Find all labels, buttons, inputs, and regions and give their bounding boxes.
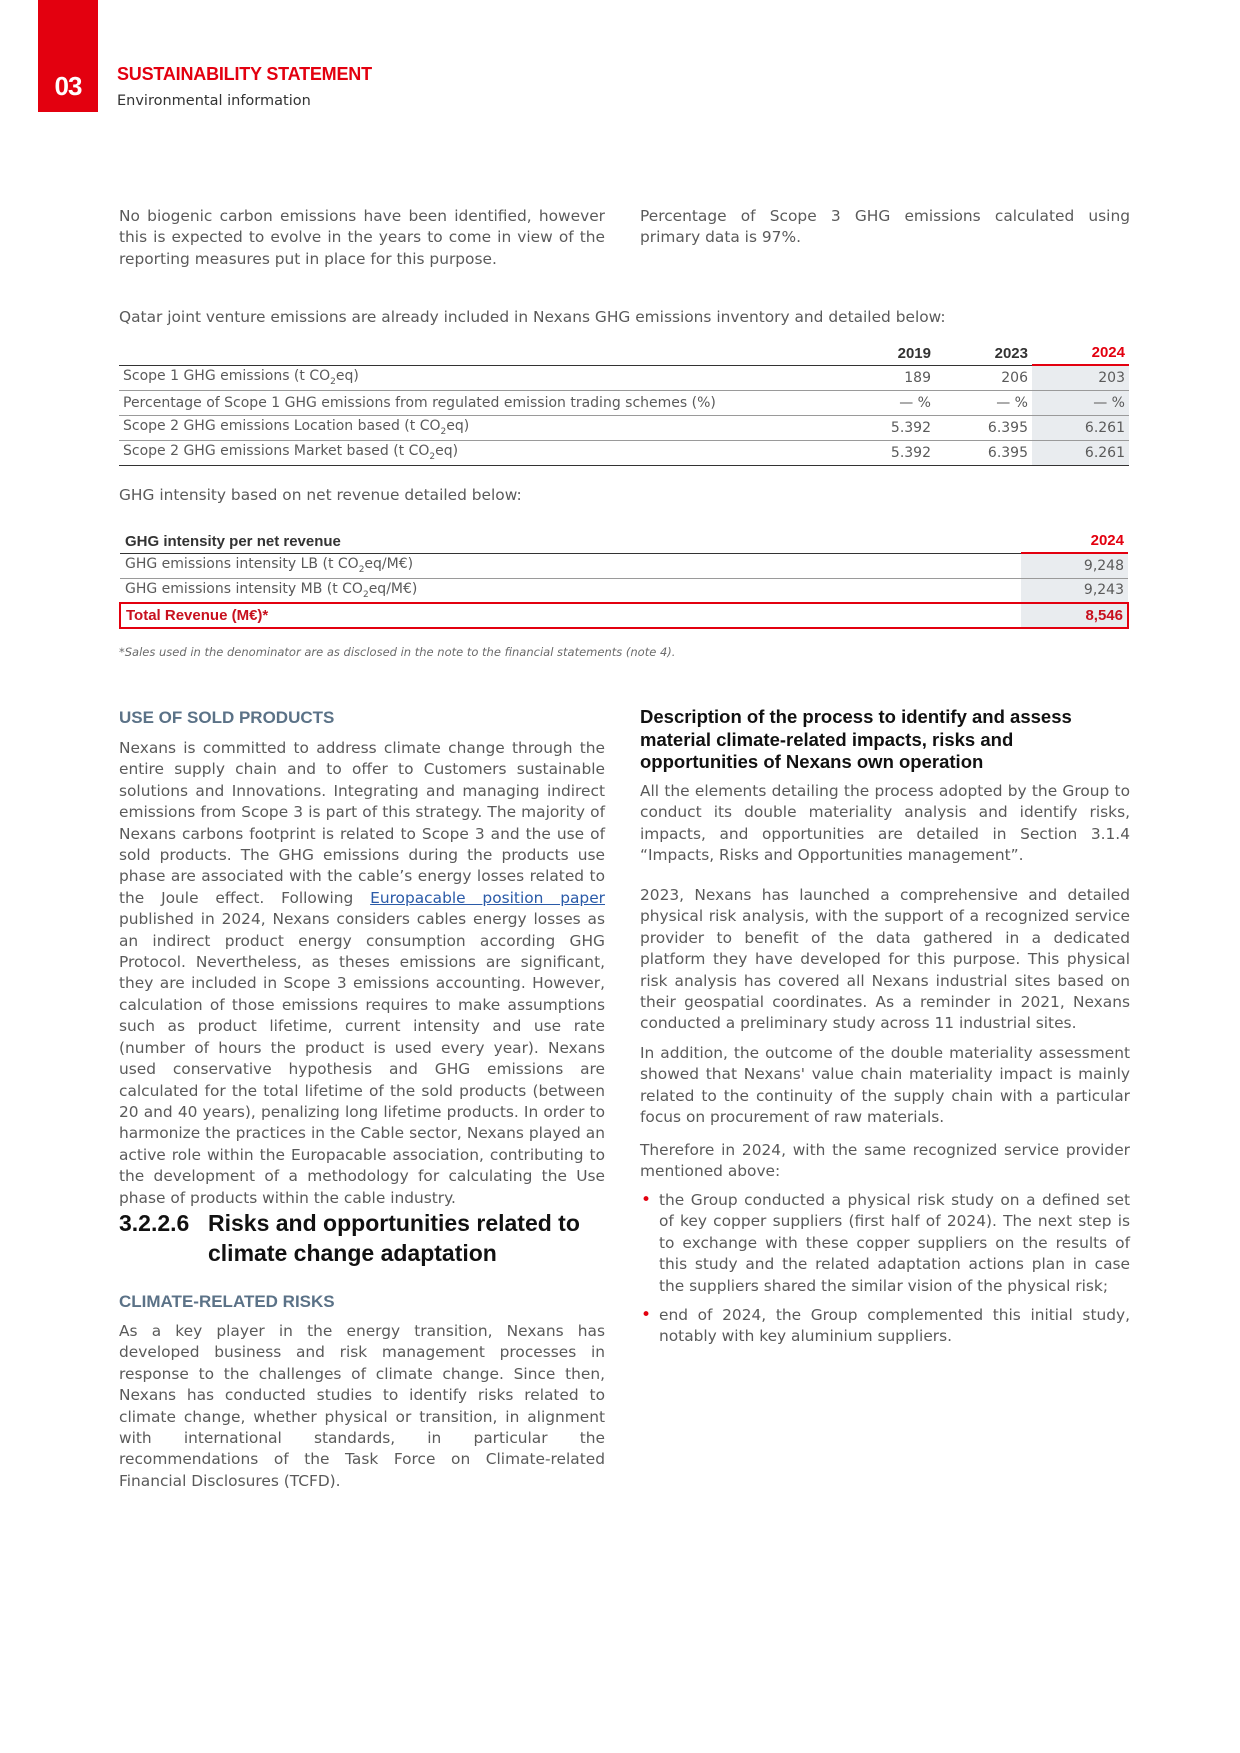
process-paragraph-1: All the elements detailing the process adopted by the Group to conduct its double materiality analysis and identify risks, impacts, and opportunities are detailed in Section 3.1.4 “Impacts, Risks and Opportunities management”. xyxy=(640,782,1130,865)
cell-2024: 9,248 xyxy=(1021,553,1128,578)
table-row xyxy=(119,390,1129,415)
cell-2024: 203 xyxy=(1032,365,1129,390)
process-paragraph-3: In addition, the outcome of the double materiality assessment showed that Nexans' value chain materiality impact is mainly related to the continuity of the supply chain with a particular focus on procurement of raw materials. xyxy=(640,1044,1130,1127)
cell-2024: 6.261 xyxy=(1032,440,1129,465)
cell-2024: 6.261 xyxy=(1032,415,1129,440)
sold-products-heading: USE OF SOLD PRODUCTS xyxy=(119,708,335,727)
qatar-emissions-table xyxy=(119,341,1129,466)
intensity-intro-text: GHG intensity based on net revenue detailed below: xyxy=(119,486,522,504)
header-subtitle: Environmental information xyxy=(117,93,311,109)
bullet-icon: • xyxy=(641,1305,652,1326)
row-label: Scope 2 GHG emissions Market based (t $CO_2eq$) xyxy=(119,440,839,465)
chapter-number: 03 xyxy=(54,71,82,101)
cell-2019: 189 xyxy=(839,365,935,390)
row-label: Percentage of Scope 1 GHG emissions from regulated emission trading schemes (%) xyxy=(119,390,839,415)
process-paragraph-4: Therefore in 2024, with the same recognized service provider mentioned above: xyxy=(640,1141,1130,1181)
chapter-tab xyxy=(38,0,98,112)
year-header: 2019 xyxy=(839,341,935,365)
total-revenue-row xyxy=(120,603,1128,628)
year-header-highlight: 2024 xyxy=(1032,341,1129,365)
cell-2019: 5.392 xyxy=(839,440,935,465)
process-paragraph-2: 2023, Nexans has launched a comprehensive and detailed physical risk analysis, with the support of a recognized service provider to benefit of the data gathered in a dedicated platform they have developed for this purpose. This physical risk analysis has covered all Nexans industrial sites based on their geospatial coordinates. As a reminder in 2021, Nexans conducted a preliminary study across 11 industrial sites. xyxy=(640,886,1130,1033)
process-description-heading: Description of the process to identify and assess material climate-related impacts, risks and opportunities of Nexans own operation xyxy=(640,706,1072,772)
table-row xyxy=(120,578,1128,603)
row-label: Scope 1 GHG emissions (t $CO_2eq$) xyxy=(119,365,839,390)
table-row xyxy=(120,553,1128,578)
intro-right-paragraph: Percentage of Scope 3 GHG emissions calculated using primary data is 97%. xyxy=(640,207,1130,247)
section-number: 3.2.2.6 xyxy=(119,1210,190,1236)
year-header-highlight: 2024 xyxy=(1021,527,1128,553)
cell-2024: — % xyxy=(1032,390,1129,415)
total-revenue-label: Total Revenue (M€)* xyxy=(120,603,1021,628)
cell-2023: — % xyxy=(935,390,1032,415)
cell-2023: 6.395 xyxy=(935,415,1032,440)
table-row xyxy=(119,415,1129,440)
climate-risks-paragraph: As a key player in the energy transition, Nexans has developed business and risk management processes in response to the challenges of climate change. Since then, Nexans has conducted studies to identify risks related to climate change, whether physical or transition, in alignment with international standards, in particular the recommendations of the Task Force on Climate-related Financial Disclosures (TCFD). xyxy=(119,1322,605,1490)
cell-2019: 5.392 xyxy=(839,415,935,440)
row-label: GHG emissions intensity LB (t $CO_2eq/M€$) xyxy=(120,553,1021,578)
cell-2024: 9,243 xyxy=(1021,578,1128,603)
supplier-study-list xyxy=(640,1190,1130,1356)
table-header-row xyxy=(120,527,1128,553)
qatar-intro-text: Qatar joint venture emissions are already included in Nexans GHG emissions inventory and detailed below: xyxy=(119,308,946,326)
table-header-label xyxy=(119,341,839,365)
table-footnote: *Sales used in the denominator are as disclosed in the note to the financial statements (note 4). xyxy=(119,645,676,659)
row-label: Scope 2 GHG emissions Location based (t $CO_2eq$) xyxy=(119,415,839,440)
total-revenue-value: 8,546 xyxy=(1021,603,1128,628)
europacable-link[interactable]: Europacable position paper xyxy=(370,888,605,907)
list-item: • the Group conducted a physical risk study on a defined set of key copper suppliers (first half of 2024). The next step is to exchange with these copper suppliers on the results of this study and the related adaptation actions plan in case the suppliers shared the similar vision of the physical risk; xyxy=(641,1190,1130,1295)
ghg-intensity-table xyxy=(119,527,1129,629)
cell-2023: 206 xyxy=(935,365,1032,390)
sold-products-paragraph: Nexans is committed to address climate change through the entire supply chain and to offer to Customers sustainable solutions and Innovations. Integrating and managing indirect emissions from Scope 3 is part of this strategy. The majority of Nexans carbons footprint is related to Scope 3 and the use of sold products. The GHG emissions during the products use phase are associated with the cable’s energy losses related to the Joule effect. Following Europacable position paper published in 2024, Nexans considers cables energy losses as an indirect product energy consumption according GHG Protocol. Nevertheless, as theses emissions are significant, they are included in Scope 3 emissions accounting. However, calculation of those emissions requires to make assumptions such as product lifetime, current intensity and use rate (number of hours the product is used every year). Nexans used conservative hypothesis and GHG emissions are calculated for the total lifetime of the sold products (between 20 and 40 years), penalizing long lifetime products. In order to harmonize the practices in the Cable sector, Nexans played an active role within the Europacable association, contributing to the development of a methodology for calculating the Use phase of products within the cable industry. xyxy=(119,739,605,1207)
section-heading: 3.2.2.6 Risks and opportunities related to climate change adaptation xyxy=(119,1210,580,1266)
header-title: SUSTAINABILITY STATEMENT xyxy=(117,64,372,84)
row-label: GHG emissions intensity MB (t $CO_2eq/M€$) xyxy=(120,578,1021,603)
year-header: 2023 xyxy=(935,341,1032,365)
table-header-label: GHG intensity per net revenue xyxy=(120,527,1021,553)
cell-2023: 6.395 xyxy=(935,440,1032,465)
table-row xyxy=(119,440,1129,465)
climate-risks-heading: CLIMATE-RELATED RISKS xyxy=(119,1292,335,1311)
cell-2019: — % xyxy=(839,390,935,415)
table-header-row xyxy=(119,341,1129,365)
bullet-icon: • xyxy=(641,1190,652,1210)
intro-left-paragraph: No biogenic carbon emissions have been identified, however this is expected to evolve in the years to come in view of the reporting measures put in place for this purpose. xyxy=(119,207,605,268)
table-row xyxy=(119,365,1129,390)
list-item: • end of 2024, the Group complemented this initial study, notably with key aluminium suppliers. xyxy=(641,1305,1130,1346)
